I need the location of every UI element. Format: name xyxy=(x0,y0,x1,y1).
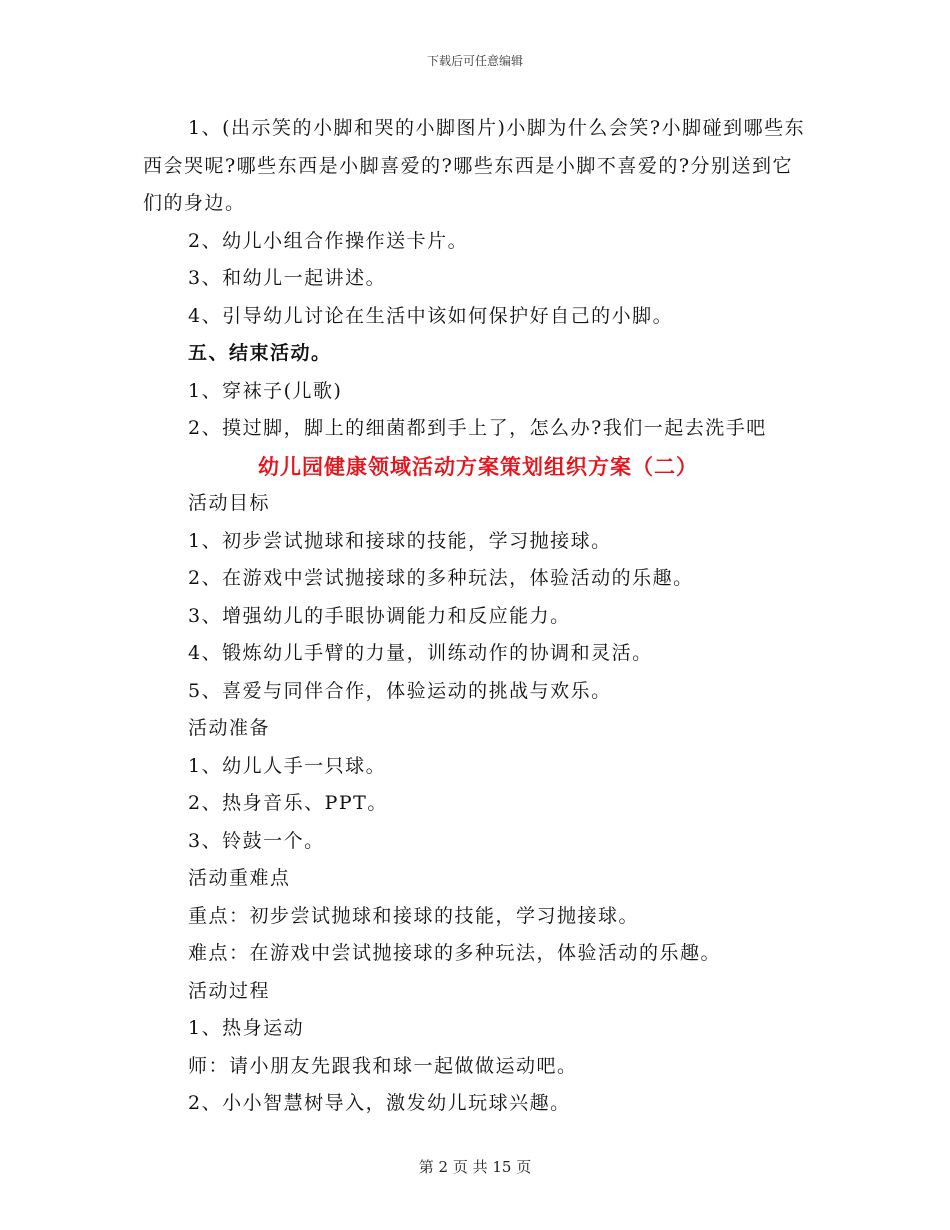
paragraph: 4、锻炼幼儿手臂的力量，训练动作的协调和灵活。 xyxy=(188,642,653,664)
paragraph: 2、幼儿小组合作操作送卡片。 xyxy=(188,229,469,252)
paragraph: 2、小小智慧树导入，激发幼儿玩球兴趣。 xyxy=(188,1092,571,1114)
paragraph: 重点：初步尝试抛球和接球的技能，学习抛接球。 xyxy=(188,904,640,927)
paragraph: 3、增强幼儿的手眼协调能力和反应能力。 xyxy=(188,604,571,627)
subsection-heading: 活动过程 xyxy=(188,979,271,1002)
subsection-heading: 活动目标 xyxy=(188,492,271,514)
paragraph: 1、初步尝试抛球和接球的技能，学习抛接球。 xyxy=(188,529,612,552)
document-body xyxy=(143,110,813,1123)
section-title: 幼儿园健康领域活动方案策划组织方案（二） xyxy=(258,453,698,479)
paragraph: 1、热身运动 xyxy=(188,1017,305,1039)
page-footer: 第 2 页 共 15 页 xyxy=(418,1158,532,1176)
paragraph: 3、铃鼓一个。 xyxy=(188,829,325,852)
paragraph: 1、穿袜子(儿歌) xyxy=(188,379,343,402)
paragraph: 1、幼儿人手一只球。 xyxy=(188,754,387,777)
paragraph: 2、摸过脚，脚上的细菌都到手上了，怎么办?我们一起去洗手吧 xyxy=(188,417,767,439)
paragraph: 4、引导幼儿讨论在生活中该如何保护好自己的小脚。 xyxy=(188,304,674,327)
paragraph: 2、热身音乐、PPT。 xyxy=(188,792,388,814)
paragraph: 难点：在游戏中尝试抛接球的多种玩法，体验活动的乐趣。 xyxy=(188,942,722,964)
paragraph: 5、喜爱与同伴合作，体验运动的挑战与欢乐。 xyxy=(188,679,612,702)
subsection-heading: 活动准备 xyxy=(188,717,271,739)
paragraph: 师：请小朋友先跟我和球一起做做运动吧。 xyxy=(188,1054,578,1077)
paragraph: 1、(出示笑的小脚和哭的小脚图片)小脚为什么会笑?小脚碰到哪些东西会哭呢?哪些东西是小脚喜爱的?哪些东西是小脚不喜爱的?分别送到它们的身边。 xyxy=(143,117,806,214)
paragraph: 2、在游戏中尝试抛接球的多种玩法，体验活动的乐趣。 xyxy=(188,567,694,589)
subsection-heading: 活动重难点 xyxy=(188,867,291,889)
page-header: 下载后可任意编辑 xyxy=(426,54,523,68)
paragraph: 3、和幼儿一起讲述。 xyxy=(188,267,387,289)
subsection-heading: 五、结束活动。 xyxy=(188,342,332,364)
